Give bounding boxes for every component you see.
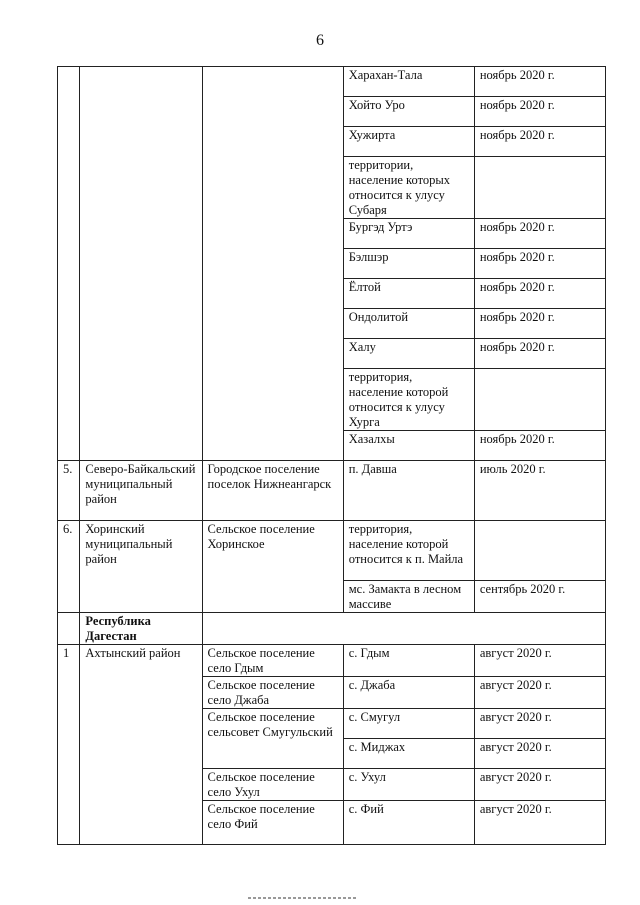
settlement-cell: Сельское поселение село Гдым xyxy=(202,645,343,677)
place-cell: п. Давша xyxy=(343,461,474,521)
date-cell: ноябрь 2020 г. xyxy=(474,431,605,461)
date-cell: ноябрь 2020 г. xyxy=(474,339,605,369)
table-row xyxy=(58,521,606,581)
settlement-cell: Сельское поселение Хоринское xyxy=(202,521,343,613)
date-cell: ноябрь 2020 г. xyxy=(474,279,605,309)
place-cell: территории, население которых относится к улусу Субаря xyxy=(343,157,474,219)
date-cell: август 2020 г. xyxy=(474,677,605,709)
date-cell xyxy=(474,369,605,431)
place-cell: территория, население которой относится к улусу Хурга xyxy=(343,369,474,431)
table-row xyxy=(58,645,606,677)
settlement-cell: Сельское поселение село Фий xyxy=(202,801,343,845)
date-cell: август 2020 г. xyxy=(474,645,605,677)
place-cell: с. Ухул xyxy=(343,769,474,801)
date-cell: август 2020 г. xyxy=(474,709,605,739)
place-cell: Харахан-Тала xyxy=(343,67,474,97)
place-cell: мс. Замакта в лесном массиве xyxy=(343,581,474,613)
district-cell: Ахтынский район xyxy=(80,645,202,845)
table-row xyxy=(58,67,606,97)
date-cell: сентябрь 2020 г. xyxy=(474,581,605,613)
page-number: 6 xyxy=(316,32,324,49)
district-cell: Хоринский муниципальный район xyxy=(80,521,202,613)
settlement-cell: Сельское поселение село Джаба xyxy=(202,677,343,709)
table-row xyxy=(58,461,606,521)
district-cell: Северо-Байкальский муниципальный район xyxy=(80,461,202,521)
settlements-table xyxy=(57,66,606,845)
date-cell: ноябрь 2020 г. xyxy=(474,127,605,157)
scan-artifact-line xyxy=(248,897,358,899)
date-cell xyxy=(474,157,605,219)
place-cell: Ондолитой xyxy=(343,309,474,339)
place-cell: Ёлтой xyxy=(343,279,474,309)
date-cell: июль 2020 г. xyxy=(474,461,605,521)
region-heading: Республика Дагестан xyxy=(80,613,202,645)
place-cell: Халу xyxy=(343,339,474,369)
place-cell: с. Смугул xyxy=(343,709,474,739)
number-cell: 5. xyxy=(58,461,80,521)
place-cell: Бэлшэр xyxy=(343,249,474,279)
district-cell xyxy=(80,67,202,461)
date-cell: август 2020 г. xyxy=(474,739,605,769)
settlement-cell xyxy=(202,67,343,461)
place-cell: с. Гдым xyxy=(343,645,474,677)
place-cell: Хужирта xyxy=(343,127,474,157)
date-cell: ноябрь 2020 г. xyxy=(474,249,605,279)
date-cell: ноябрь 2020 г. xyxy=(474,97,605,127)
place-cell: территория, население которой относится к п. Майла xyxy=(343,521,474,581)
settlement-cell: Сельское поселение сельсовет Смугульский xyxy=(202,709,343,769)
number-cell xyxy=(58,613,80,645)
date-cell: август 2020 г. xyxy=(474,801,605,845)
date-cell xyxy=(474,521,605,581)
date-cell: ноябрь 2020 г. xyxy=(474,309,605,339)
place-cell: с. Фий xyxy=(343,801,474,845)
number-cell: 6. xyxy=(58,521,80,613)
number-cell: 1 xyxy=(58,645,80,845)
date-cell: август 2020 г. xyxy=(474,769,605,801)
place-cell: Бургэд Уртэ xyxy=(343,219,474,249)
place-cell: Хазалхы xyxy=(343,431,474,461)
settlement-cell: Сельское поселение село Ухул xyxy=(202,769,343,801)
place-cell: Хойто Уро xyxy=(343,97,474,127)
date-cell: ноябрь 2020 г. xyxy=(474,67,605,97)
number-cell xyxy=(58,67,80,461)
place-cell: с. Джаба xyxy=(343,677,474,709)
place-cell: с. Миджах xyxy=(343,739,474,769)
date-cell: ноябрь 2020 г. xyxy=(474,219,605,249)
table-row xyxy=(58,613,606,645)
settlement-cell: Городское поселение поселок Нижнеангарск xyxy=(202,461,343,521)
empty-cell xyxy=(202,613,605,645)
